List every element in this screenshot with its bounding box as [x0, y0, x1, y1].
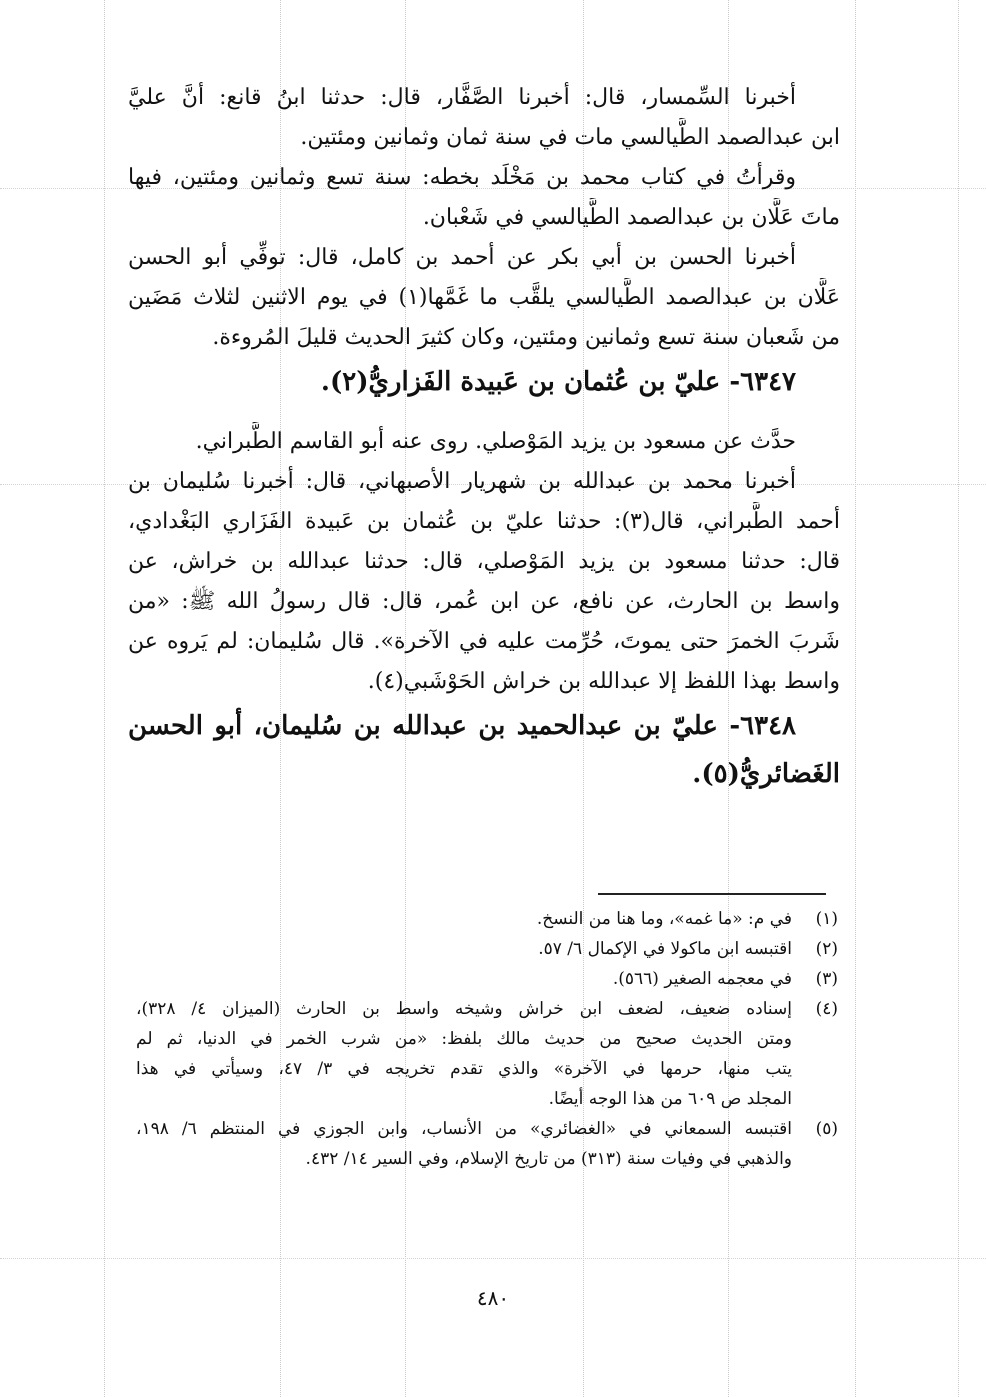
footnote-number: (٤) [815, 999, 838, 1019]
footnote-line: المجلد ص ٦٠٩ من هذا الوجه أيضًا. [548, 1089, 792, 1109]
grid-line [0, 1258, 986, 1259]
text-line: وقرأتُ في كتاب محمد بن مَخْلَد بخطه: سنة تسع وثمانين ومئتين، فيها [128, 165, 796, 190]
footnote-line: ومتن الحديث صحيح من حديث مالك بلفظ: «من شرب الخمر في الدنيا، ثم لم [136, 1029, 792, 1049]
text-line: أحمد الطَّبراني، قال(٣): حدثنا عليّ بن عُثمان بن عَبيدة الفَزَاري البَغْدادي، [128, 509, 840, 534]
page-number: ٤٨٠ [476, 1286, 510, 1310]
footnote [136, 904, 838, 934]
footnote-number: (٥) [815, 1119, 838, 1139]
text-line: شَربَ الخمرَ حتى يموتَ، حُرِّمت عليه في الآخرة». قال سُليمان: لم يَروه عن [128, 629, 840, 654]
footnote-line: يتب منها، حرمها في الآخرة» والذي تقدم تخريجه في ٣/ ٤٧، وسيأتي في هذا [136, 1059, 792, 1079]
footnote-number: (١) [815, 909, 838, 929]
footnote-line: في معجمه الصغير (٥٦٦). [612, 969, 792, 989]
text-line: قال: حدثنا مسعود بن يزيد المَوْصلي، قال: حدثنا عبدالله بن خراش، عن [128, 549, 840, 574]
paragraph [128, 462, 840, 702]
grid-line [104, 0, 105, 1397]
footnote [136, 994, 838, 1114]
grid-line [855, 0, 856, 1397]
spacer [128, 406, 840, 422]
footnote-separator [598, 893, 826, 895]
text-line: واسط بهذا اللفظ إلا عبدالله بن خراش الحَوْشَبي(٤). [367, 669, 840, 694]
text-line: ماتَ عَلَّان بن عبدالصمد الطَّيالسي في شَعْبان. [422, 205, 840, 230]
footnote [136, 964, 838, 994]
grid-line [958, 0, 959, 1397]
entry-heading-6348: ٦٣٤٨- عليّ بن عبدالحميد بن عبدالله بن سُليمان، أبو الحسن [128, 711, 796, 741]
text-line: حدَّث عن مسعود بن يزيد المَوْصلي. روى عنه أبو القاسم الطَّبراني. [195, 429, 796, 454]
main-text [128, 78, 840, 798]
footnotes [136, 904, 838, 1174]
text-line: أخبرنا محمد بن عبدالله بن شهريار الأصبهاني، قال: أخبرنا سُليمان بن [128, 469, 796, 494]
paragraph [128, 238, 840, 358]
text-line: أخبرنا السِّمسار، قال: أخبرنا الصَّفَّار، قال: حدثنا ابنُ قانع: أنَّ عليَّ [128, 85, 796, 110]
footnote-number: (٢) [815, 939, 838, 959]
text-line: من شَعبان سنة تسع وثمانين ومئتين، وكان كثيرَ الحديث قليلَ المُروءة. [212, 325, 840, 350]
paragraph [128, 78, 840, 158]
text-line: عَلَّان بن عبدالصمد الطَّيالسي يلقَّب ما غَمَّها(١) في يوم الاثنين لثلاث مَضَين [128, 285, 840, 310]
text-line: واسط بن الحارث، عن نافع، عن ابن عُمر، قال: قال رسولُ الله ﷺ: «من [128, 589, 840, 614]
entry-heading-6347: ٦٣٤٧- عليّ بن عُثمان بن عَبيدة الفَزاريُّ(٢). [320, 367, 796, 397]
footnote [136, 1114, 838, 1174]
footnote-number: (٣) [815, 969, 838, 989]
text-line: أخبرنا الحسن بن أبي بكر عن أحمد بن كامل، قال: توفِّي أبو الحسن [128, 245, 796, 270]
footnote-line: اقتبسه السمعاني في «الغضائري» من الأنساب، وابن الجوزي في المنتظم ٦/ ١٩٨، [136, 1119, 792, 1139]
footnote-line: والذهبي في وفيات سنة (٣١٣) من تاريخ الإسلام، وفي السير ١٤/ ٤٣٢. [305, 1149, 792, 1169]
footnote [136, 934, 838, 964]
footnote-line: إسناده ضعيف، لضعف ابن خراش وشيخه واسط بن الحارث (الميزان ٤/ ٣٢٨)، [136, 999, 792, 1019]
footnote-line: في م: «ما غمه»، وما هنا من النسخ. [536, 909, 792, 929]
paragraph [128, 422, 840, 462]
paragraph [128, 158, 840, 238]
entry-heading-6348-cont: الغَضائريُّ(٥). [692, 759, 840, 789]
text-line: ابن عبدالصمد الطَّيالسي مات في سنة ثمان وثمانين ومئتين. [300, 125, 840, 150]
footnote-line: اقتبسه ابن ماكولا في الإكمال ٦/ ٥٧. [538, 939, 792, 959]
